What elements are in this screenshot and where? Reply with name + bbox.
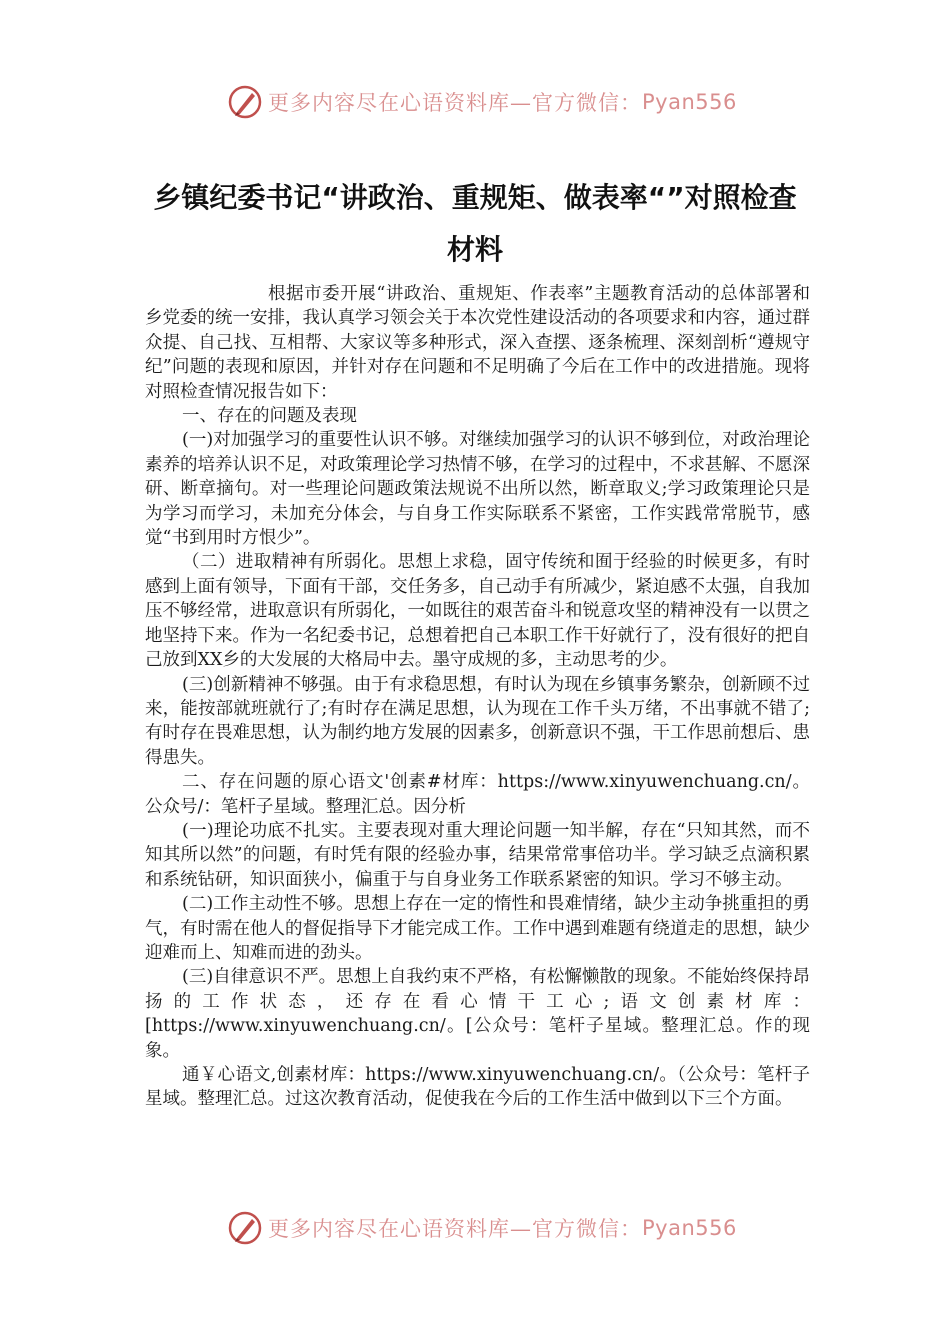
paragraph: (一)对加强学习的重要性认识不够。对继续加强学习的认识不够到位，对政治理论素养的培养认识不足，对政策理论学习热情不够，在学习的过程中，不求甚解、不愿深研、断章摘句。对一些理论问题政策法规说不出所以然，断章取义;学习政策理论只是为学习而学习，未加充分体会，与自身工作实际联系不紧密，工作实践常常脱节，感觉“书到用时方恨少”。 bbox=[145, 430, 810, 549]
paragraph: (三)自律意识不严。思想上自我约束不严格，有松懈懒散的现象。不能始终保持昂扬的工作状态，还存在看心情干工心;语文创素材库：[https://www.xinyuwenchuang.cn/。[公众号：笔杆子星域。整理汇总。作的现象。 bbox=[145, 967, 810, 1061]
paragraph: (一)理论功底不扎实。主要表现对重大理论问题一知半解，存在“只知其然，而不知其所以然”的问题，有时凭有限的经验办事，结果常常事倍功半。学习缺乏点滴积累和系统钻研，知识面狭小，偏重于与自身业务工作联系紧密的知识。学习不够主动。 bbox=[145, 820, 810, 890]
pen-logo-icon bbox=[228, 85, 262, 119]
paragraph: (三)创新精神不够强。由于有求稳思想，有时认为现在乡镇事务繁杂，创新顾不过来，能按部就班就行了;有时存在满足思想，认为现在工作千头万绪，不出事就不错了;有时存在畏难思想，认为制约地方发展的因素多，创新意识不强，干工作思前想后、患得患失。 bbox=[145, 674, 810, 768]
intro-paragraph: 根据市委开展“讲政治、重规矩、作表率”主题教育活动的总体部署和乡党委的统一安排，我认真学习领会关于本次党性建设活动的各项要求和内容，通过群众提、自己找、互相帮、大家议等多种形式，深入查摆、逐条梳理、深刻剖析“遵规守纪”问题的表现和原因，并针对存在问题和不足明确了今后在工作中的改进措施。现将对照检查情况报告如下： bbox=[145, 284, 810, 402]
banner-wechat-id: Pyan556 bbox=[642, 90, 737, 114]
pen-logo-icon bbox=[228, 1211, 262, 1245]
header-watermark-banner bbox=[228, 82, 748, 122]
banner-wechat-id: Pyan556 bbox=[642, 1216, 737, 1240]
section-heading-2: 二、存在问题的原心语文'创素#材库：https://www.xinyuwenchuang.cn/。公众号/：笔杆子星域。整理汇总。因分析 bbox=[145, 772, 810, 817]
document-title: 乡镇纪委书记“讲政治、重规矩、做表率“”对照检查材料 bbox=[153, 181, 797, 266]
paragraph: 通￥心语文,创素材库：https://www.xinyuwenchuang.cn/。（公众号：笔杆子星域。整理汇总。过这次教育活动，促使我在今后的工作生活中做到以下三个方面。 bbox=[145, 1065, 810, 1110]
footer-watermark-banner bbox=[228, 1208, 748, 1248]
section-heading-1: 一、存在的问题及表现 bbox=[182, 406, 357, 427]
paragraph: (二)工作主动性不够。思想上存在一定的惰性和畏难情绪，缺少主动争挑重担的勇气，有时需在他人的督促指导下才能完成工作。工作中遇到难题有绕道走的思想，缺少迎难而上、知难而进的劲头。 bbox=[145, 894, 810, 963]
banner-text: 更多内容尽在心语资料库—官方微信： bbox=[268, 91, 642, 115]
document-body bbox=[145, 282, 810, 1112]
paragraph: （二）进取精神有所弱化。思想上求稳，固守传统和囿于经验的时候更多，有时感到上面有领导，下面有干部，交任务多，自己动手有所减少，紧迫感不太强，自我加压不够经常，进取意识有所弱化，一如既往的艰苦奋斗和锐意攻坚的精神没有一以贯之地坚持下来。作为一名纪委书记，总想着把自己本职工作干好就行了，没有很好的把自己放到XX乡的大发展的大格局中去。墨守成规的多，主动思考的少。 bbox=[145, 552, 810, 671]
banner-text: 更多内容尽在心语资料库—官方微信： bbox=[268, 1217, 642, 1241]
